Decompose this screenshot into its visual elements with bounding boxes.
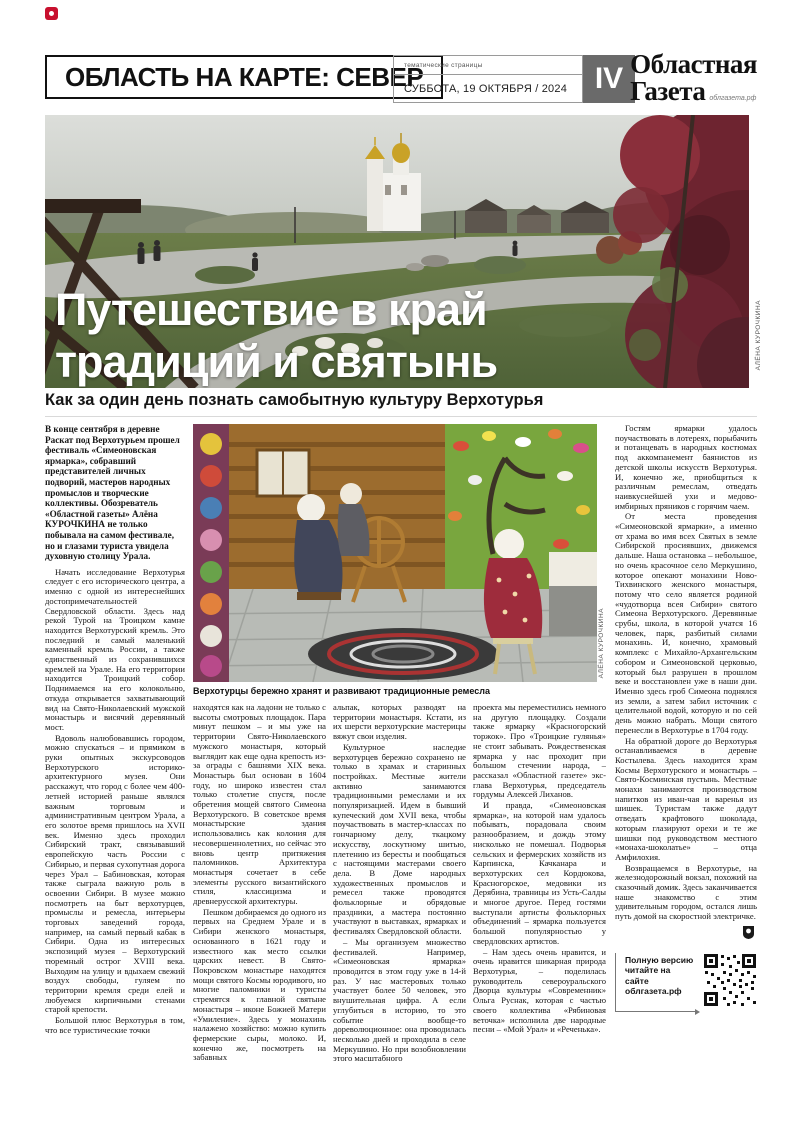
photo-caption: Верхотурцы бережно хранят и развивают традиционные ремесла [193, 686, 490, 696]
column-2 [193, 703, 326, 1099]
masthead [630, 51, 757, 105]
qr-footer [615, 953, 757, 1012]
date-box [393, 55, 583, 103]
masthead-site: облгазета.рф [709, 95, 757, 102]
kicker-label: тематические страницы [394, 56, 582, 75]
column-4 [473, 703, 606, 1099]
masthead-line2: Газета [630, 76, 706, 106]
paragraph: На обратной дороге до Верхотурья останавливаемся в деревне Костылева. Здесь находится храм Космы Верхотурского и монастырь – Свято-Косминская пустынь. Местные монахи занимаются производством напитков из иван-чая и варенья из шишек. Туристам также дадут отведать крафтового шоколада, которым глазируют орехи и те же шишки под руководством местного «монаха-шоколатье» – отца Амфилохия. [615, 735, 757, 862]
middle-columns [193, 703, 607, 1099]
paragraph: проекта мы переместились немного на другую площадку. Создали также ярмарку «Красногорский торжок». Про «Троицкие гулянья» не стоит забывать. Рождественская ярмарка у нас проходит при большом стечении народа, – рассказал «Областной газете» экс-глава Верхотурья, председатель гордумы Алексей Лиханов. [473, 703, 606, 800]
headline-line1: Путешествие в край [55, 284, 487, 335]
date-page-group [393, 55, 635, 103]
qr-note [615, 953, 695, 1012]
article-subtitle: Как за один день познать самобытную культуру Верхотурья [45, 391, 544, 409]
page-number-badge: IV [583, 55, 635, 103]
paragraph: Вдоволь налюбовавшись городом, можно спускаться – и прямиком в руки опытных экскурсоводов Верхотурского историко-архитектурного музея. Они расскажут, что город с более чем 400-летней историей раньше являлся важным торговым и административным центром Урала, а его золотое время пришлось на XVII век. Именно здесь проходил Сибирский тракт, связывавший европейскую часть России с Сибирью, и первая сухопутная дорога через Урал – Бабиновская, которая также сыграла важную роль в освоении Сибири. В музее можно посмотреть на быт верхотурцев, промыслы и ремесла, интерьеры торговых заведений города, например, на самый первый кабак в Сибири. Одна из интересных экспозиций музея – Верхотурский тюремный острог XVIII века. Выходим на улицу и вдыхаем свежий воздух свободы, гуляем по территории кремля среди елей и любуемся кирпичными стенами старой крепости. [45, 732, 185, 1015]
end-of-article-icon [742, 925, 755, 939]
masthead-line1: Областная [630, 49, 757, 79]
article-headline [55, 284, 497, 388]
paragraph: От места проведения «Симеоновской ярмарки», а именно от храма во имя всех Святых в земле Сибирской просиявших, движемся дальше. Наша остановка – небольшое, но очень красочное село Меркушино, которое опекают монахини Ново-Тихвинского женского монастыря, потому что село является родиной «чудотворца всея Сибири» святого Симеона Верхотурского. Деревянные срубы, школа, в которой учатся 16 человек, парк, разбитый силами монахинь. И, конечно, храмовый комплекс с Михайло-Архангельским собором и Симеоновской церковью, который был разрушен в прошлом веке и восстановлен уже в наши дни. Именно здесь гроб Симеона поднялся из земли, а затем забил источник с целительной водой, которую и по сей день можно набрать. Мощи святого перенесли в Верхотурье в 1704 году. [615, 511, 757, 735]
hero-photo-credit: АЛЁНА КУРОЧКИНА [755, 300, 762, 371]
issue-date: СУББОТА, 19 ОКТЯБРЯ / 2024 [404, 82, 568, 95]
crafts-photo-credit: АЛЁНА КУРОЧКИНА [598, 607, 605, 678]
article-body [45, 424, 757, 1099]
middle-block [193, 424, 607, 1099]
section-title: ОБЛАСТЬ НА КАРТЕ: СЕВЕР [65, 61, 424, 92]
column-3 [333, 703, 466, 1099]
page-header [45, 49, 757, 106]
paragraph: альпак, которых разводят на территории монастыря. Кстати, из их шерсти верхотурские мастерицы вяжут свои изделия. [333, 703, 466, 742]
subtitle-divider [45, 416, 757, 417]
qr-code [703, 953, 757, 1007]
paragraph: – Нам здесь очень нравится, и очень нравится шикарная природа Верхотурья, – поделилась руководитель североуральского Дворца культуры «Современник» Ольга Руснак, которая с частью своего коллектива «Рябиновая веточка» исполнила две народные песни – «Мой Урал» и «Реченька». [473, 946, 606, 1035]
crafts-photo-canvas [193, 424, 597, 682]
paragraph: – Мы организуем множество фестивалей. Например, «Симеоновская ярмарка» проводится в этом году уже в 14-й раз. У нас мастеровых только участвует более 50 человек, это внушительная цифра. А если углубиться в историю, то это событие вообще-то дореволюционное: она проводилась несколько дней и проходила в селе Меркушино. Но при возобновлении этого масштабного [333, 936, 466, 1064]
column-5 [615, 424, 757, 1099]
paragraph: И правда, «Симеоновская ярмарка», на которой нам удалось побывать, порадовала своим разнообразием, и дождь этому нисколько не помешал. Подворья сельских и фермерских хозяйств из Карпинска, Качканара и верхотурских сел Кордюкова, Красногорское, медовики из Дерябина, травницы из Усть-Салды и многое другое. Перед гостями выступали артисты фольклорных объединений – ярмарка пользуется большой популярностью у свердловских артистов. [473, 800, 606, 946]
crafts-photo-illustration [193, 424, 597, 682]
article-lead: В конце сентября в деревне Раскат под Верхотурьем прошел фестиваль «Симеоновская ярмарка», собравший представителей личных подворий, мастеров народных промыслов и творческие коллективы. Обозреватель «Областной газеты» Алёна КУРОЧКИНА не только побывала на самом фестивале, но и глазами туриста увидела духовную столицу Урала. [45, 424, 180, 562]
headline-line2: традиций и святынь [55, 336, 498, 387]
column-1 [45, 424, 185, 1044]
paragraph: Большой плюс Верхотурья в том, что все туристические точки [45, 1015, 185, 1035]
paragraph: Начать исследование Верхотурья следует с его исторического центра, а именно с одной из интереснейших достопримечательностей Свердловской области. Здесь над рекой Турой на Троицком камне находится Верхотурский кремль. Это последний и самый маленький каменный кремль России, а также единственный из сохранившихся кремлей на Урале. На его территории находится Троицкий собор. Поднимаемся на его колокольню, откуда открывается захватывающий вид на Свято-Николаевский мужской монастырь и висячий деревянный мост. [45, 566, 185, 732]
paragraph: Гостям ярмарки удалось поучаствовать в лотереях, порыбачить и потанцевать в народных костюмах под аккомпанемент баянистов из детской школы искусств Верхотурья. И, конечно же, приобщиться к различным ремеслам, отведать наивкуснейшей ухи и медово-имбирных пряников с горячим чаем. [615, 424, 757, 511]
qr-note-text: Полную версию читайте на сайте облгазета.рф [625, 954, 694, 997]
paragraph: находятся как на ладони не только с высоты смотровых площадок. Пара минут пешком – и мы уже на территории Свято-Николаевского мужского монастыря, который выглядит как еще одна крепость из-за ограды с башнями XIX века. Монастырь был основан в 1604 году, но широко известен стал только столетие спустя, после обретения мощей святого Симеона Верхотурского. В советское время монастырские здания использовались как колония для несовершеннолетних, но сейчас это вновь центр притяжения паломников. Архитектура монастыря сочетает в себе элементы русского византийского стиля, классицизма и древнерусской архитектуры. [193, 703, 326, 907]
paragraph: Пешком добираемся до одного из первых на Среднем Урале и в Сибири женского монастыря, основанного в 1621 году и известного как место ссылки царских невест. В Свято-Покровском монастыре находятся мощи святого Космы юродивого, но многие паломники и туристы стремятся к главной святыне монастыря – иконе Божией Матери «Умиление». Здесь у монахинь налажено хозяйство: можно купить фермерские сыры, молоко. И, конечно же, посмотреть на забавных [193, 906, 326, 1063]
arrow-right-icon [695, 1009, 700, 1015]
section-title-box [45, 55, 443, 99]
paragraph: Культурное наследие верхотурцев бережно сохранено не только в храмах и старинных постройках. Местные жители активно занимаются традиционными ремеслами и их популяризацией. Идем в бывший купеческий дом XVII века, чтобы поучаствовать в мастер-классах по гончарному делу, ткацкому искусству, лоскутному шитью, плетению из бересты и пообщаться с настоящими мастерами своего дела. В Доме народных художественных промыслов и ремесел также проводятся фольклорные и обрядовые праздники, а мастера постоянно участвуют в выставках, ярмарках и фестивалях Свердловской области. [333, 741, 466, 937]
hero-photo [45, 115, 749, 388]
paper-emblem-icon [45, 7, 58, 20]
paragraph: Возвращаемся в Верхотурье, на железнодорожный вокзал, похожий на сказочный домик. Здесь заканчивается наше знакомство с этим удивительным городом, остался лишь путь домой на скоростной электричке. [615, 862, 757, 922]
crafts-photo [193, 424, 607, 682]
